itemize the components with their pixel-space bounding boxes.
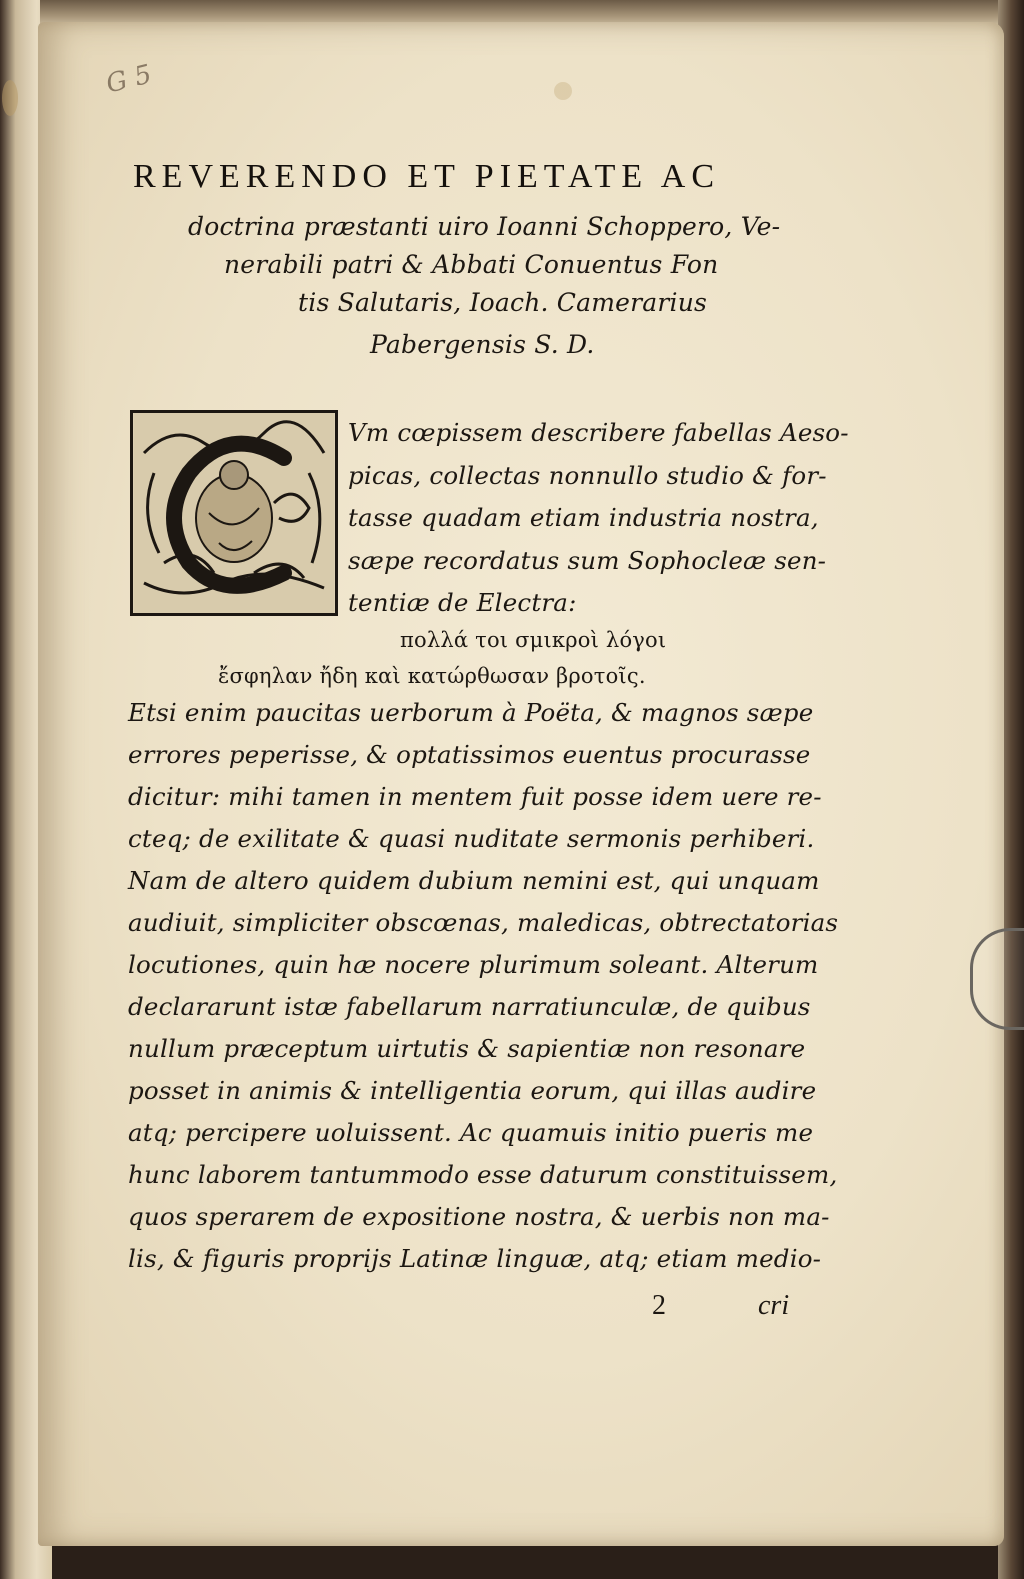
decorated-initial <box>130 410 338 616</box>
body-line-10: posset in animis & intelligentia eorum, qui illas audire <box>128 1076 817 1105</box>
body-line-8: declararunt istæ fabellarum narratiunculæ, de quibus <box>128 992 811 1021</box>
greek-quote-line-1: πολλά τοι σμικροὶ λόγοι <box>400 628 667 652</box>
heading-line-4: tis Salutaris, Ioach. Camerarius <box>298 288 708 317</box>
initial-line-3: tasse quadam etiam industria nostra, <box>348 503 819 532</box>
body-line-5: Nam de altero quidem dubium nemini est, qui unquam <box>128 866 820 895</box>
body-line-4: cteq; de exilitate & quasi nuditate sermonis perhiberi. <box>128 824 815 853</box>
heading-line-1: REVERENDO ET PIETATE AC <box>133 158 721 195</box>
body-line-11: atq; percipere uoluissent. Ac quamuis initio pueris me <box>128 1118 814 1147</box>
body-line-14: lis, & figuris proprijs Latinæ linguæ, atq; etiam medio- <box>128 1244 822 1273</box>
initial-line-1: Vm cœpissem describere fabellas Aeso- <box>348 418 849 447</box>
heading-line-2: doctrina præstanti uiro Ioanni Schoppero, Ve- <box>188 212 781 241</box>
body-line-9: nullum præceptum uirtutis & sapientiæ non resonare <box>128 1034 806 1063</box>
body-line-12: hunc laborem tantummodo esse daturum constituissem, <box>128 1160 838 1189</box>
decorated-initial-art <box>133 413 335 613</box>
heading-line-3: nerabili patri & Abbati Conuentus Fon <box>224 250 719 279</box>
greek-quote-line-2: ἔσφηλαν ἤδη καὶ κατώρθωσαν βροτοῖς. <box>218 664 646 688</box>
body-line-7: locutiones, quin hæ nocere plurimum soleant. Alterum <box>128 950 819 979</box>
body-line-2: errores peperisse, & optatissimos euentus procurasse <box>128 740 811 769</box>
body-line-13: quos sperarem de expositione nostra, & uerbis non ma- <box>128 1202 830 1231</box>
catchword: cri <box>758 1290 790 1321</box>
body-line-1: Etsi enim paucitas uerborum à Poëta, & magnos sæpe <box>128 698 814 727</box>
initial-line-2: picas, collectas nonnullo studio & for- <box>348 461 827 490</box>
heading-line-5: Pabergensis S. D. <box>370 330 595 359</box>
initial-line-4: sæpe recordatus sum Sophocleæ sen- <box>348 546 827 575</box>
body-line-3: dicitur: mihi tamen in mentem fuit posse idem uere re- <box>128 782 822 811</box>
signature-mark: 2 <box>652 1290 666 1321</box>
handwritten-shelfmark: G 5 <box>103 59 155 100</box>
initial-line-5: tentiæ de Electra: <box>348 588 577 617</box>
body-line-6: audiuit, simpliciter obscœnas, maledicas, obtrectatorias <box>128 908 839 937</box>
